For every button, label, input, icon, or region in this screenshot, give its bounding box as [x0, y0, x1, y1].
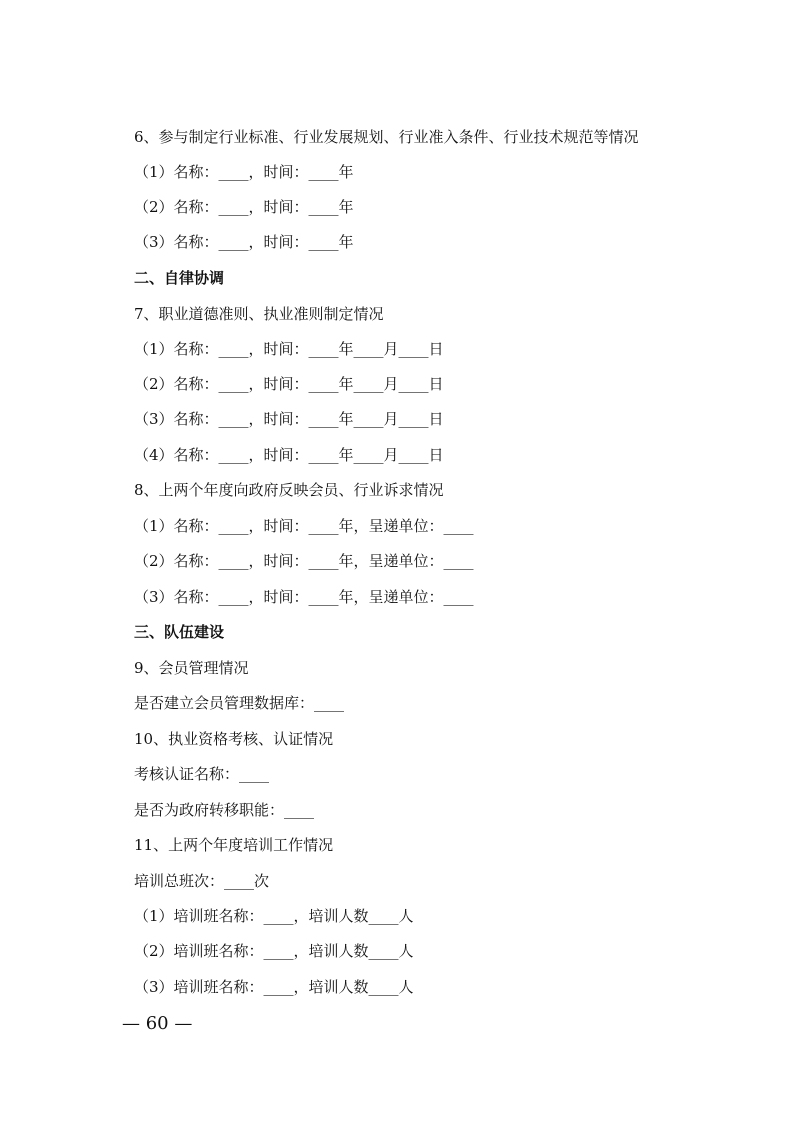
item-9-database-field: 是否建立会员管理数据库：____ [134, 694, 345, 712]
item-11-title: 11、上两个年度培训工作情况 [134, 836, 334, 854]
section-3-heading: 三、队伍建设 [134, 623, 225, 641]
item-11-entry-2: （2）培训班名称：____，培训人数____人 [134, 942, 414, 960]
item-8-entry-1: （1）名称：____，时间：____年，呈递单位：____ [134, 517, 474, 535]
item-7-entry-2: （2）名称：____，时间：____年____月____日 [134, 375, 444, 393]
item-11-entry-1: （1）培训班名称：____，培训人数____人 [134, 907, 414, 925]
item-6-entry-3: （3）名称：____，时间：____年 [134, 233, 354, 251]
item-7-entry-4: （4）名称：____，时间：____年____月____日 [134, 446, 444, 464]
item-8-title: 8、上两个年度向政府反映会员、行业诉求情况 [134, 481, 444, 499]
item-9-title: 9、会员管理情况 [134, 659, 249, 677]
page-number: — 60 — [122, 1013, 193, 1034]
item-6-entry-1: （1）名称：____，时间：____年 [134, 163, 354, 181]
item-11-total-classes: 培训总班次：____次 [134, 872, 270, 890]
item-11-entry-3: （3）培训班名称：____，培训人数____人 [134, 978, 414, 996]
item-7-title: 7、职业道德准则、执业准则制定情况 [134, 305, 384, 323]
item-8-entry-2: （2）名称：____，时间：____年，呈递单位：____ [134, 552, 474, 570]
item-8-entry-3: （3）名称：____，时间：____年，呈递单位：____ [134, 588, 474, 606]
item-10-name-field: 考核认证名称：____ [134, 765, 270, 783]
item-7-entry-1: （1）名称：____，时间：____年____月____日 [134, 340, 444, 358]
item-6-title: 6、参与制定行业标准、行业发展规划、行业准入条件、行业技术规范等情况 [134, 128, 639, 146]
item-7-entry-3: （3）名称：____，时间：____年____月____日 [134, 410, 444, 428]
section-2-heading: 二、自律协调 [134, 269, 225, 287]
item-6-entry-2: （2）名称：____，时间：____年 [134, 198, 354, 216]
item-10-title: 10、执业资格考核、认证情况 [134, 730, 334, 748]
item-10-transfer-field: 是否为政府转移职能：____ [134, 801, 315, 819]
